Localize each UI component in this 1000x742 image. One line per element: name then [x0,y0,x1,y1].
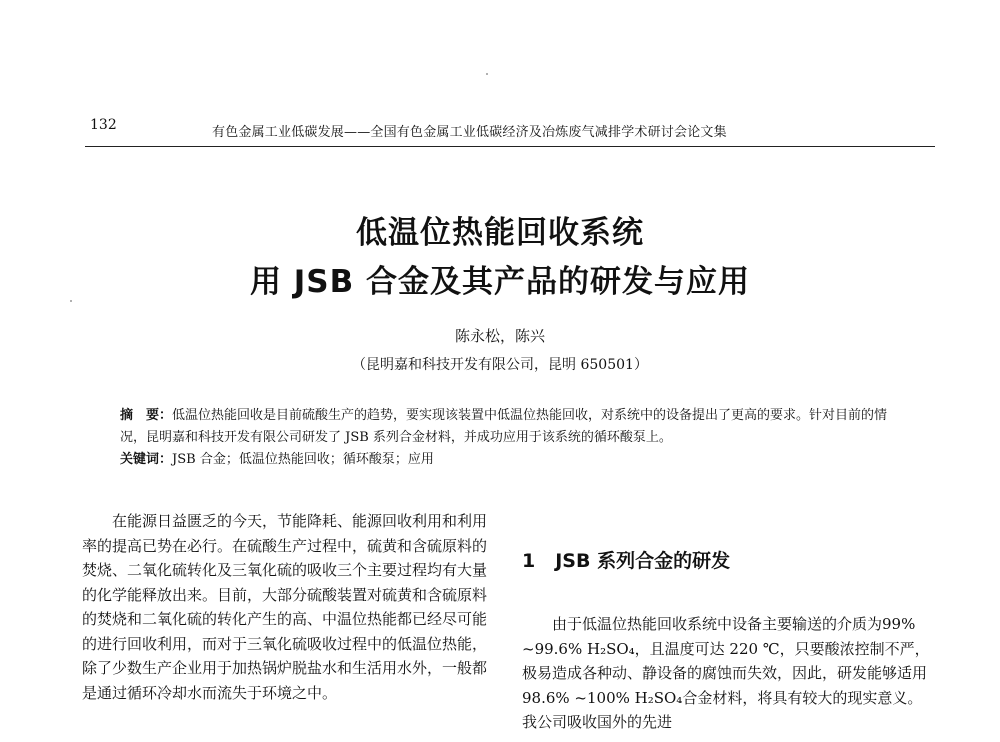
section-1-title: JSB 系列合金的研发 [555,550,731,572]
section-1-heading [522,546,730,573]
page-number: 132 [90,117,117,133]
abstract-block [120,405,900,471]
keywords-text: JSB 合金；低温位热能回收；循环酸泵；应用 [172,452,434,467]
header-rule [85,146,935,147]
intro-paragraph: 在能源日益匮乏的今天，节能降耗、能源回收利用和利用率的提高已势在必行。在硫酸生产过程中，硫黄和含硫原料的焚烧、二氧化硫转化及三氧化硫的吸收三个主要过程均有大量的化学能释放出来。目前，大部分硫酸装置对硫黄和含硫原料的焚烧和二氧化硫的转化产生的高、中温位热能都已经尽可能的进行回收利用，而对于三氧化硫吸收过程中的低温位热能，除了少数生产企业用于加热锅炉脱盐水和生活用水外，一般都是通过循环冷却水而流失于环境之中。 [82,512,488,702]
abstract-label: 摘 要： [120,408,173,423]
affiliation: （昆明嘉和科技开发有限公司，昆明 650501） [352,357,648,373]
scan-speck [486,73,488,75]
keywords [120,449,900,471]
section-1-number: 1 [522,550,536,572]
abstract [120,405,900,449]
running-header: 有色金属工业低碳发展——全国有色金属工业低碳经济及冶炼废气减排学术研讨会论文集 [212,125,727,140]
abstract-text: 低温位热能回收是目前硫酸生产的趋势，要实现该装置中低温位热能回收，对系统中的设备提出了更高的要求。针对目前的情况，昆明嘉和科技开发有限公司研发了 JSB 系列合金材料，并成功应用于该系统的循环酸泵上。 [120,408,888,445]
authors: 陈永松，陈兴 [454,327,545,345]
section-1-paragraph: 由于低温位热能回收系统中设备主要输送的介质为99% ~99.6% H₂SO₄，且温度可达 220 ℃，只要酸浓控制不严，极易造成各种动、静设备的腐蚀而失效，因此，研发能够适用98.6% ~100% H₂SO₄合金材料，将具有较大的现实意义。我公司吸收国外的先进 [522,615,930,731]
paper-title-line-2: 用 JSB 合金及其产品的研发与应用 [249,264,751,300]
paper-title-line-1: 低温位热能回收系统 [356,215,644,251]
keywords-label: 关键词： [120,452,173,467]
